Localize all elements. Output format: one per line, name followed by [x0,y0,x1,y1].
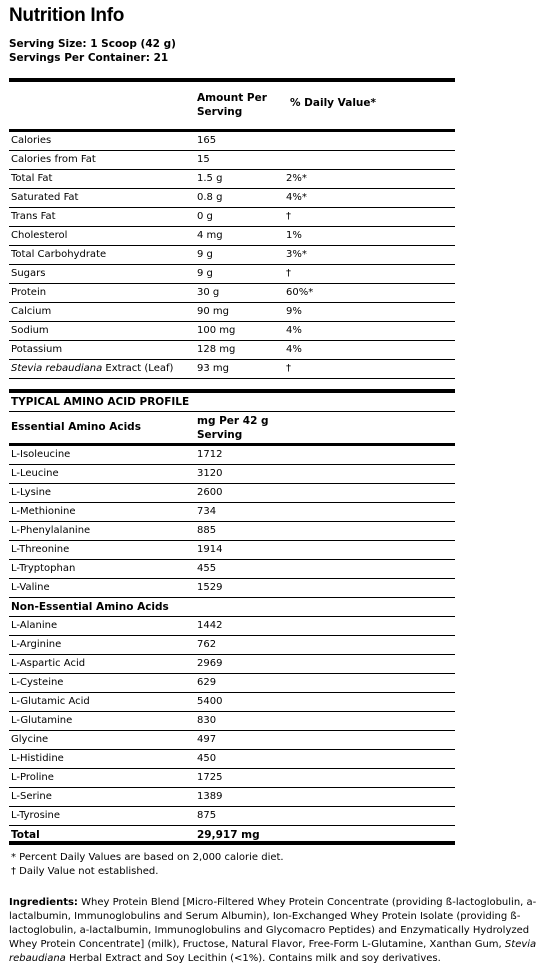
row-dv: 2%* [286,173,307,184]
table-row [9,712,455,731]
row-dv: 9% [286,306,302,317]
row-name: L-Tyrosine [11,810,61,821]
row-name: L-Arginine [11,639,62,650]
row-name: Protein [11,287,47,298]
row-name: L-Serine [11,791,52,802]
row-amount: 0.8 g [197,192,223,203]
amino-profile-title-row [9,393,455,412]
amount-per-serving-header: Amount Per Serving [197,92,267,118]
row-amount: 497 [197,734,217,745]
row-amount: 30 g [197,287,220,298]
row-name: Potassium [11,344,63,355]
row-amount: 1529 [197,582,223,593]
row-amount: 455 [197,563,217,574]
table-row [9,284,455,303]
total-label: Total [11,829,40,841]
table-row [9,446,455,465]
row-amount: 9 g [197,268,213,279]
table-row [9,579,455,598]
stevia-dv: † [286,363,291,374]
table-row [9,208,455,227]
amino-profile-title: TYPICAL AMINO ACID PROFILE [11,396,190,408]
table-row [9,246,455,265]
row-name: Calcium [11,306,52,317]
nonessential-rows [9,617,455,826]
table-row [9,750,455,769]
row-amount: 1389 [197,791,223,802]
table-row [9,617,455,636]
row-name: Calories from Fat [11,154,96,165]
row-amount: 629 [197,677,217,688]
row-name: Sodium [11,325,49,336]
row-name: L-Alanine [11,620,58,631]
essential-title: Essential Amino Acids [11,421,141,433]
nonessential-header-row [9,598,455,617]
row-amount: 734 [197,506,217,517]
row-name: Glycine [11,734,49,745]
row-name: L-Isoleucine [11,449,71,460]
table-row [9,788,455,807]
row-dv: † [286,268,291,279]
row-name: L-Glutamic Acid [11,696,90,707]
row-amount: 128 mg [197,344,236,355]
nonessential-title: Non-Essential Amino Acids [11,601,169,613]
row-name: Total Carbohydrate [11,249,107,260]
facts-header-row [9,82,455,132]
table-row [9,170,455,189]
serving-size: Serving Size: 1 Scoop (42 g) [9,38,176,50]
daily-value-header: % Daily Value* [290,97,376,109]
table-row [9,541,455,560]
row-dv: 60%* [286,287,314,298]
percent-footnote: * Percent Daily Values are based on 2,000 calorie diet. [11,852,284,863]
table-row [9,693,455,712]
nutrition-facts-table [9,82,455,845]
ingredients-label: Ingredients: [9,897,78,908]
row-name: L-Methionine [11,506,76,517]
total-value: 29,917 mg [197,829,260,841]
stevia-amount: 93 mg [197,363,229,374]
table-row [9,807,455,826]
table-row [9,560,455,579]
ingredients-text-2: Herbal Extract and Soy Lecithin (<1%). Contains milk and soy derivatives. [65,953,441,964]
row-name: L-Glutamine [11,715,73,726]
table-row [9,189,455,208]
table-row [9,655,455,674]
table-row [9,265,455,284]
table-row [9,636,455,655]
stevia-row [9,360,455,379]
essential-rows [9,446,455,598]
table-row [9,769,455,788]
row-name: L-Phenylalanine [11,525,91,536]
row-amount: 3120 [197,468,223,479]
stevia-name-rest: Extract (Leaf) [102,363,174,374]
row-name: L-Histidine [11,753,64,764]
ingredients-paragraph [9,896,544,966]
page-title: Nutrition Info [9,5,125,26]
footnotes [11,851,284,879]
row-amount: 9 g [197,249,213,260]
row-name: L-Cysteine [11,677,64,688]
row-amount: 5400 [197,696,223,707]
row-name: Cholesterol [11,230,68,241]
table-row [9,674,455,693]
servings-per-container: Servings Per Container: 21 [9,52,169,64]
row-name: Trans Fat [11,211,56,222]
row-amount: 1.5 g [197,173,223,184]
table-row [9,132,455,151]
table-row [9,303,455,322]
stevia-name [11,363,173,374]
section-divider [9,379,455,393]
row-name: L-Threonine [11,544,70,555]
table-row [9,322,455,341]
stevia-name-italic: Stevia rebaudiana [11,363,103,374]
row-dv: 1% [286,230,302,241]
row-name: Saturated Fat [11,192,79,203]
row-name: Sugars [11,268,46,279]
table-row [9,227,455,246]
table-row [9,503,455,522]
row-amount: 0 g [197,211,213,222]
row-dv: 4% [286,344,302,355]
table-row [9,341,455,360]
total-row [9,826,455,845]
row-amount: 15 [197,154,210,165]
table-row [9,731,455,750]
row-name: Total Fat [11,173,53,184]
ingredients-text-1: Whey Protein Blend [Micro-Filtered Whey Protein Concentrate (providing ß-lactoglobulin, a-lactalbumin, Immunoglobulins and Serum Albumin), Ion-Exchanged Whey Protein Isolate (providing ß-lactoglobulin, a-lactalbumin, Immunoglobulins and Glycomacro Peptides) and Enzymatically Hydrolyzed Whey Protein Concentrate] (milk), Fructose, Natural Flavor, Free-Form L-Glutamine, Xanthan Gum, [9,897,537,950]
table-row [9,465,455,484]
row-amount: 2969 [197,658,223,669]
dagger-footnote: † Daily Value not established. [11,866,159,877]
row-amount: 1914 [197,544,223,555]
row-dv: 4%* [286,192,307,203]
table-row [9,522,455,541]
row-amount: 885 [197,525,217,536]
row-name: L-Valine [11,582,50,593]
row-name: L-Tryptophan [11,563,76,574]
row-amount: 4 mg [197,230,223,241]
row-dv: † [286,211,291,222]
ingredients-italic: Stevia rebaudiana [9,939,537,964]
nutrient-rows [9,132,455,360]
row-name: L-Proline [11,772,54,783]
row-amount: 1442 [197,620,223,631]
row-amount: 100 mg [197,325,236,336]
row-amount: 90 mg [197,306,229,317]
row-amount: 1725 [197,772,223,783]
row-dv: 3%* [286,249,307,260]
row-name: Calories [11,135,52,146]
table-row [9,151,455,170]
row-dv: 4% [286,325,302,336]
table-row [9,484,455,503]
essential-header-row [9,412,455,446]
row-name: L-Lysine [11,487,52,498]
row-amount: 1712 [197,449,223,460]
row-amount: 450 [197,753,217,764]
row-amount: 830 [197,715,217,726]
row-amount: 165 [197,135,217,146]
mg-per-serving-header: mg Per 42 g Serving [197,415,269,441]
row-amount: 875 [197,810,217,821]
row-name: L-Leucine [11,468,59,479]
row-amount: 762 [197,639,217,650]
row-name: L-Aspartic Acid [11,658,86,669]
row-amount: 2600 [197,487,223,498]
